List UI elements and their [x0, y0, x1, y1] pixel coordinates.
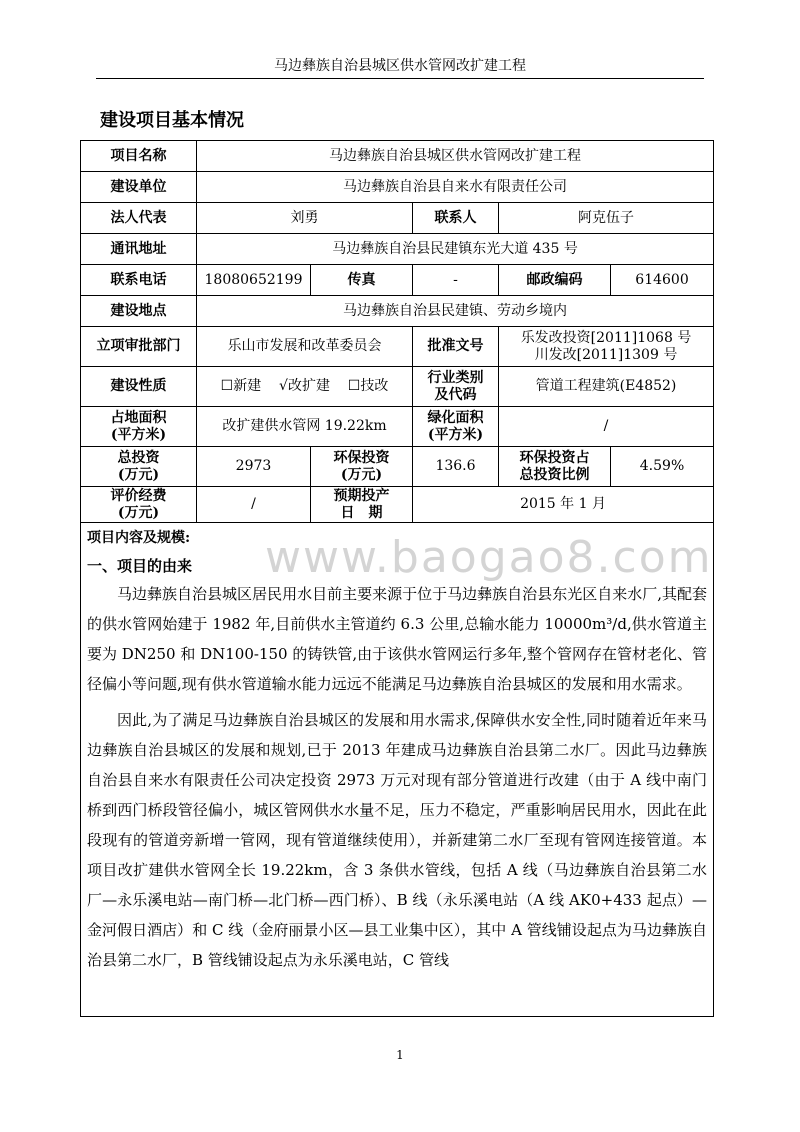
approval-no-value: [499, 327, 714, 367]
table-row: [81, 265, 714, 296]
phone-value: 18080652199: [197, 265, 311, 296]
green-value: /: [499, 407, 714, 447]
env-ratio-label: [499, 447, 611, 487]
env-ratio-value: 4.59%: [611, 447, 714, 487]
location-value: 马边彝族自治县民建镇、劳动乡境内: [197, 296, 714, 327]
green-label-line-2: (平方米): [427, 426, 484, 443]
env-inv-label-line-2: (万元): [340, 466, 383, 483]
eval-fee-value: /: [197, 487, 311, 523]
env-inv-value: 136.6: [413, 447, 499, 487]
industry-label-line-1: 行业类别: [427, 369, 484, 386]
nature-label: 建设性质: [81, 367, 197, 407]
eval-fee-label-line-1: 评价经费: [110, 487, 167, 504]
env-inv-label: [311, 447, 413, 487]
total-inv-label-line-1: 总投资: [117, 449, 160, 466]
env-ratio-label-line-1: 环保投资占: [519, 449, 590, 466]
table-row: [81, 523, 714, 1017]
paragraph: 马边彝族自治县城区居民用水目前主要来源于位于马边彝族自治县东光区自来水厂,其配套的供水管网始建于 1982 年,目前供水主管道约 6.3 公里,总输水能力 10000m³/d,供水管道主要为 DN250 和 DN100-150 的铸铁管,由于该供水管网运行多年,整个管网存在管材老化、管径偏小等问题,现有供水管道输水能力远远不能满足马边彝族自治县城区的发展和用水需求。: [87, 585, 708, 693]
fax-label: 传真: [311, 265, 413, 296]
running-header: 马边彝族自治县城区供水管网改扩建工程: [274, 58, 526, 74]
table-row: [81, 367, 714, 407]
area-label-line-1: 占地面积: [110, 409, 167, 426]
start-date-value: 2015 年 1 月: [413, 487, 714, 523]
table-row: [81, 327, 714, 367]
postcode-label: 邮政编码: [499, 265, 611, 296]
table-row: [81, 487, 714, 523]
contact-label: 联系人: [413, 203, 499, 234]
start-date-label: [311, 487, 413, 523]
start-date-label-line-2: 日 期: [340, 504, 383, 521]
table-row: [81, 234, 714, 265]
start-date-label-line-1: 预期投产: [333, 487, 390, 504]
project-name-label: 项目名称: [81, 141, 197, 172]
area-label: [81, 407, 197, 447]
postcode-value: 614600: [611, 265, 714, 296]
builder-label: 建设单位: [81, 172, 197, 203]
phone-label: 联系电话: [81, 265, 197, 296]
nature-value: [197, 367, 413, 407]
approval-no-label: 批准文号: [413, 327, 499, 367]
table-row: [81, 141, 714, 172]
total-inv-label-line-2: (万元): [117, 466, 160, 483]
project-content-cell: [81, 523, 714, 1017]
table-row: [81, 447, 714, 487]
industry-label-line-2: 及代码: [434, 386, 477, 403]
location-label: 建设地点: [81, 296, 197, 327]
project-name-value: 马边彝族自治县城区供水管网改扩建工程: [197, 141, 714, 172]
green-label-line-1: 绿化面积: [427, 409, 484, 426]
scope-title: 项目内容及规模:: [87, 530, 191, 546]
nature-expand-checkbox: √改扩建: [279, 378, 330, 394]
approval-no-line-2: 川发改[2011]1309 号: [534, 346, 678, 363]
total-inv-label: [81, 447, 197, 487]
table-row: [81, 407, 714, 447]
approval-dept-label: 立项审批部门: [81, 327, 197, 367]
env-inv-label-line-1: 环保投资: [333, 449, 390, 466]
section-title: 建设项目基本情况: [100, 110, 244, 131]
header-rule: [96, 78, 704, 79]
table-row: [81, 172, 714, 203]
builder-value: 马边彝族自治县自来水有限责任公司: [197, 172, 714, 203]
area-value: 改扩建供水管网 19.22km: [197, 407, 413, 447]
address-label: 通讯地址: [81, 234, 197, 265]
address-value: 马边彝族自治县民建镇东光大道 435 号: [197, 234, 714, 265]
table-row: [81, 203, 714, 234]
watermark: www.baogao8.com: [265, 532, 713, 583]
page-number: 1: [396, 1048, 404, 1062]
fax-value: -: [413, 265, 499, 296]
approval-no-line-1: 乐发改投资[2011]1068 号: [520, 329, 692, 346]
legal-rep-value: 刘勇: [197, 203, 413, 234]
paragraph: 因此,为了满足马边彝族自治县城区的发展和用水需求,保障供水安全性,同时随着近年来马边彝族自治县城区的发展和规划,已于 2013 年建成马边彝族自治县第二水厂。因此马边彝族自治县自来水有限责任公司决定投资 2973 万元对现有部分管道进行改建（由于 A 线中南门桥到西门桥段管径偏小，城区管网供水水量不足，压力不稳定，严重影响居民用水，因此在此段现有的管道旁新增一管网，现有管道继续使用），并新建第二水厂至现有管网连接管道。本项目改扩建供水管网全长 19.22km，含 3 条供水管线，包括 A 线（马边彝族自治县第二水厂—永乐溪电站—南门桥—北门桥—西门桥）、B 线（永乐溪电站（A 线 AK0+433 起点）—金河假日酒店）和 C 线（金府丽景小区—县工业集中区），其中 A 管线铺设起点为马边彝族自治县第二水厂，B 管线铺设起点为永乐溪电站，C 管线: [87, 711, 708, 969]
approval-dept-value: 乐山市发展和改革委员会: [197, 327, 413, 367]
eval-fee-label: [81, 487, 197, 523]
contact-value: 阿克伍子: [499, 203, 714, 234]
table-row: [81, 296, 714, 327]
eval-fee-label-line-2: (万元): [117, 504, 160, 521]
area-label-line-2: (平方米): [110, 426, 167, 443]
industry-value: 管道工程建筑(E4852): [499, 367, 714, 407]
origin-subtitle: 一、项目的由来: [87, 557, 193, 575]
legal-rep-label: 法人代表: [81, 203, 197, 234]
green-label: [413, 407, 499, 447]
nature-renovate-checkbox: ☐技改: [347, 378, 389, 394]
nature-new-checkbox: ☐新建: [220, 378, 262, 394]
total-inv-value: 2973: [197, 447, 311, 487]
industry-label: [413, 367, 499, 407]
env-ratio-label-line-2: 总投资比例: [519, 466, 590, 483]
